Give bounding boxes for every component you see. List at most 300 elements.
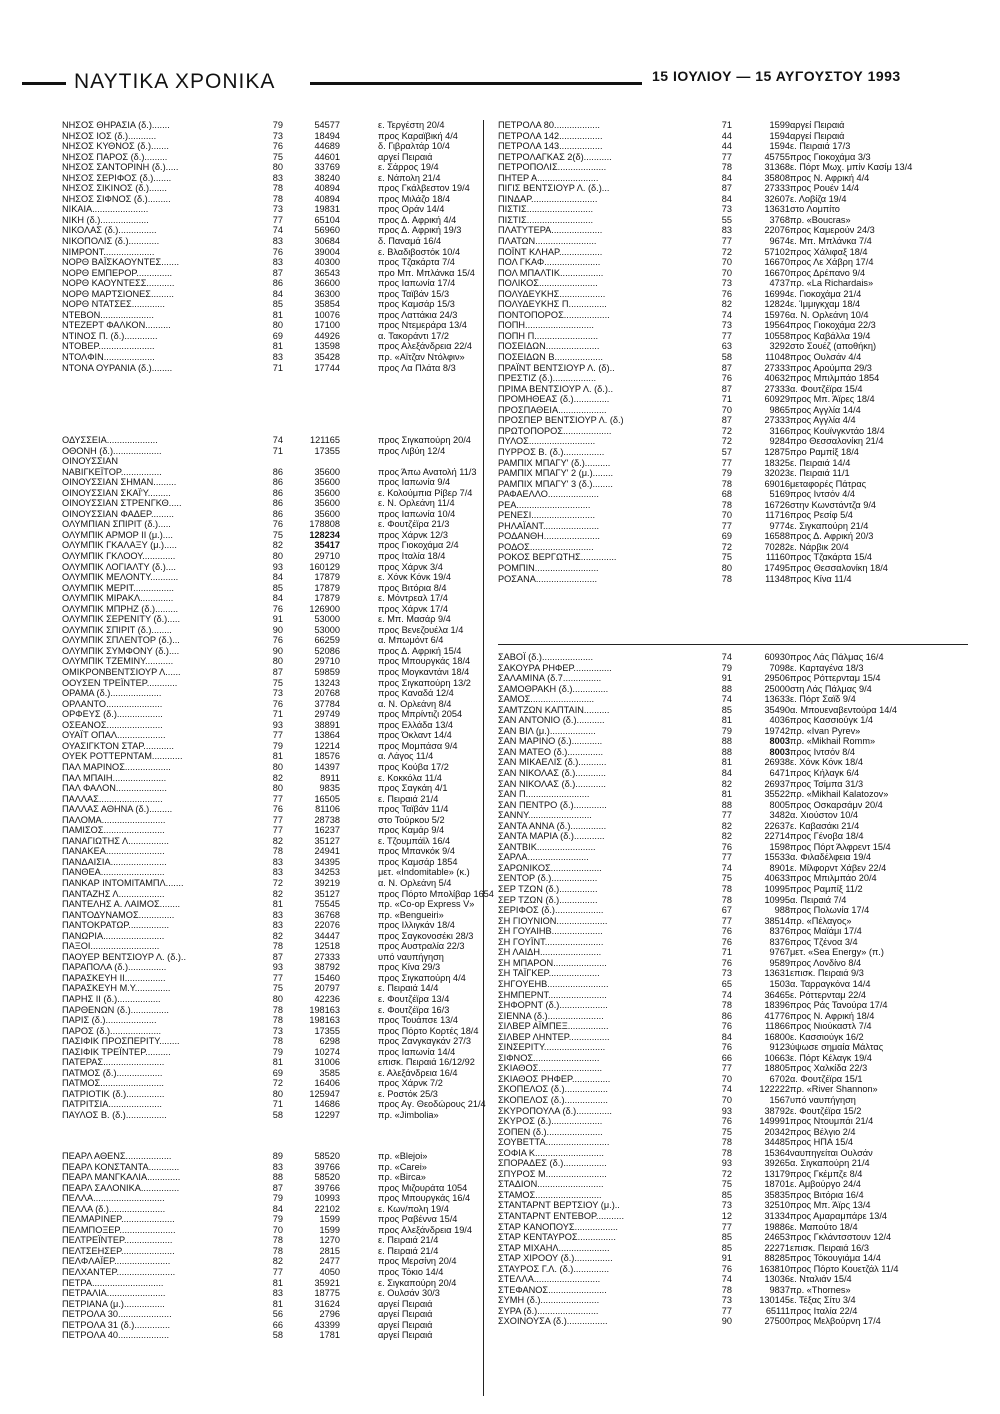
position: πρ. «La Richardais»: [790, 278, 874, 289]
ship-name: ΟΛΥΜΠΙΚ ΣΠΛΕΝΤΟΡ (δ.)...: [62, 635, 180, 646]
tonnage: 2796: [319, 1309, 340, 1320]
ship-name: ΠΕΛΧΑΝΤΕΡ.......................: [62, 1267, 176, 1278]
tonnage: 11866: [765, 1021, 790, 1032]
build-year: 74: [721, 1274, 732, 1285]
list-item: [498, 968, 978, 979]
list-item: [62, 488, 472, 499]
list-item: [62, 320, 472, 331]
ship-name: ΡΟΣΑΝΑ........................: [498, 573, 598, 584]
position: ε. Κοκκόλα 11/4: [378, 772, 442, 783]
tonnage: 20768: [314, 688, 340, 699]
build-year: 91: [721, 673, 732, 684]
list-item: [62, 625, 472, 636]
position: αργεί Πειραιά: [378, 151, 433, 162]
position: προς Μπουργκάς 16/4: [378, 1193, 471, 1204]
build-year: 71: [272, 1099, 283, 1110]
ship-name: ΠΑΛ ΜΠΑΙΗ.....................: [62, 772, 167, 783]
tonnage: 18494: [314, 130, 340, 141]
tonnage: 17100: [314, 320, 340, 331]
header-rule-left: [22, 82, 66, 85]
ship-name: ΣΗ ΛΑΙΔΗ........................: [498, 947, 602, 958]
tonnage: 56960: [314, 225, 340, 236]
tonnage: 29506: [764, 673, 790, 684]
list-item: [62, 267, 475, 279]
list-item: [498, 510, 978, 521]
tonnage: 22076: [314, 920, 340, 931]
tonnage: 40894: [314, 193, 340, 204]
build-year: 66: [721, 1052, 732, 1063]
list-item: [62, 1330, 472, 1341]
ship-name: ΠΕΤΡΑΛΙΑ.......................: [62, 1288, 166, 1299]
position: ε. Ν. Ορλεάνη 11/4: [378, 498, 455, 509]
position: προς Βενεζουέλα 1/4: [378, 624, 464, 635]
list-item: [498, 415, 978, 426]
build-year: 93: [272, 962, 283, 973]
build-year: 89: [272, 1151, 283, 1161]
list-item: [498, 162, 978, 173]
list-item: [498, 1316, 978, 1327]
build-year: 78: [272, 941, 283, 952]
ship-name: ΣΤΑΡ ΚΑΝΟΠΟΥΣ.................: [498, 1221, 618, 1232]
list-item: [498, 768, 978, 779]
position: ε. Ροστόκ 25/3: [378, 1088, 438, 1099]
position: ε. Μπ. Μπλάνκα 7/4: [790, 236, 872, 247]
ship-name: ΠΙΓΙΣ ΒΕΝΤΣΙΟΥΡ Λ. (δ.)...: [498, 183, 610, 194]
tonnage: 39766: [314, 1182, 340, 1193]
build-year: 57: [721, 446, 732, 457]
list-item: [62, 363, 472, 374]
build-year: 84: [272, 593, 283, 604]
build-year: 77: [721, 330, 732, 341]
build-year: 77: [721, 1221, 732, 1232]
tonnage: 10663: [764, 1052, 790, 1063]
tonnage: 35854: [314, 299, 340, 310]
build-year: 74: [272, 225, 283, 236]
position: προς Δ. Αφρική 19/3: [378, 225, 462, 236]
tonnage: 10274: [314, 1046, 340, 1057]
ship-name: ΡΟΔΑΝΘΗ......................: [498, 531, 600, 542]
position: ε. Ρόττερνταμ 22/4: [790, 989, 867, 1000]
tonnage: 39004: [314, 246, 340, 257]
list-item: [62, 551, 472, 562]
position: προς Σιγκαπούρη 20/4: [378, 435, 471, 445]
position: προς Τσίμπα 31/3: [790, 778, 864, 789]
build-year: 71: [272, 445, 283, 456]
ship-name: ΠΟΝΤΟΠΟΡΟΣ..................: [498, 309, 610, 320]
ship-name: ΠΡΙΜΑ ΒΕΝΤΣΙΟΥΡ Λ. (δ.)..: [498, 383, 613, 394]
list-item: [62, 152, 472, 163]
list-item: [62, 509, 472, 520]
ship-name: ΠΡΩΤΟΠΟΡΟΣ...................: [498, 425, 612, 436]
ship-name: ΠΕΑΡΛ ΚΟΝΣΤΑΝΤΑ............: [62, 1161, 180, 1172]
build-year: 76: [721, 957, 732, 968]
build-year: 87: [721, 362, 732, 373]
ship-name: ΟΛΥΜΠΙΚ ΛΟΓΙΑΛΤΥ (δ.)....: [62, 561, 176, 572]
position: α. Ν. Ορλεάνη 8/4: [378, 698, 452, 709]
list-item: [62, 162, 472, 173]
ship-name: ΣΙΦΝΟΣ..........................: [498, 1052, 600, 1063]
tonnage: 40633: [764, 873, 790, 884]
tonnage: 54577: [314, 120, 340, 130]
build-year: 86: [272, 466, 283, 477]
list-section: [62, 435, 494, 1121]
ship-name: ΣΟΥΒΕΤΤΑ.........................: [498, 1137, 610, 1148]
position: προ Μπ. Μπλάνκα 15/4: [378, 267, 475, 278]
tonnage: 16726: [764, 499, 790, 510]
ship-name: ΣΤΑΡ ΧΙΡΟΟΥ (δ.)...............: [498, 1253, 613, 1264]
tonnage: 35127: [314, 888, 340, 899]
list-item: [62, 699, 472, 710]
list-item: [62, 278, 472, 289]
position: ε. Κων/πολη 19/4: [378, 1203, 449, 1214]
tonnage: 27333: [764, 362, 790, 373]
build-year: 71: [721, 120, 732, 130]
build-year: 78: [721, 162, 732, 173]
tonnage: 31334: [764, 1210, 790, 1221]
list-item: [498, 1106, 978, 1117]
build-year: 87: [272, 267, 283, 278]
tonnage: 35428: [314, 352, 340, 363]
ship-name: ΠΥΛΟΣ..........................: [498, 436, 596, 447]
ship-name: ΣΟΦΙΑ Κ...........................: [498, 1147, 604, 1158]
build-year: 81: [721, 715, 732, 726]
ship-name: ΝΙΚΑΙΑ......................: [62, 204, 149, 215]
ship-name: ΡΕΝΕΣΙ.........................: [498, 510, 596, 521]
build-year: 73: [721, 278, 732, 289]
position: α. Φουτζέϊρα 15/1: [790, 1073, 863, 1084]
position: πρ. «Ivan Pyrev»: [790, 725, 861, 736]
tonnage: 66259: [314, 635, 340, 646]
tonnage: 10558: [764, 330, 790, 341]
ship-name: ΣΚΙΑΘΟΣ.........................: [498, 1063, 603, 1074]
ship-name: ΠΑΡΑΣΚΕΥΗ ΙΙ................: [62, 972, 166, 983]
build-year: 75: [721, 1126, 732, 1137]
build-year: 82: [272, 930, 283, 941]
ship-name: ΠΑΡΗΣ ΙΙ (δ.).................: [62, 993, 161, 1004]
ship-name: ΣΙΝΣΕΡΙΤΥ........................: [498, 1042, 606, 1053]
list-section: [498, 652, 978, 1327]
list-item: [498, 1011, 978, 1022]
position: ε. Σιγκαπούρη 20/4: [378, 1277, 457, 1288]
position: ε. Φουτζέϊρα 16/3: [378, 1004, 450, 1015]
position: ε. Σάρρος 19/4: [378, 162, 439, 173]
list-item: [498, 141, 978, 152]
position: προς Αγ. Θεοδώρους 21/4: [378, 1099, 486, 1110]
build-year: 87: [721, 383, 732, 394]
tonnage: 30684: [314, 236, 340, 247]
position: προς Ιαπωνία 9/4: [378, 477, 451, 488]
position: προς Γιοκοχάμα 2/4: [378, 540, 459, 551]
list-item: [62, 941, 472, 952]
build-year: 75: [272, 529, 283, 540]
build-year: 72: [721, 1168, 732, 1179]
build-year: 76: [721, 288, 732, 299]
ship-name: ΣΙΕΝΝΑ (δ.)......................: [498, 1010, 604, 1021]
list-item: [62, 1057, 475, 1068]
list-item: [62, 910, 472, 921]
list-item: [498, 405, 978, 416]
build-year: 86: [721, 1010, 732, 1021]
build-year: 69: [272, 1067, 283, 1078]
list-item: [62, 519, 472, 530]
list-item: [498, 1264, 978, 1275]
ship-name: ΟΙΝΟΥΣΣΙΑΝ: [62, 456, 118, 467]
build-year: 80: [272, 761, 283, 772]
tonnage: 29749: [314, 709, 340, 720]
position: α. Λάγος 11/4: [378, 751, 434, 762]
tonnage: 16406: [314, 1078, 340, 1089]
ship-name: ΠΑΣΙΦΙΚ ΤΡΕΪΝΤΕΡ..........: [62, 1046, 171, 1057]
ship-name: ΣΙΛΒΕΡ ΑΪΜΠΕΞ................: [498, 1021, 609, 1032]
build-year: 80: [272, 1088, 283, 1099]
tonnage: 35835: [764, 1189, 790, 1200]
list-item: [62, 1246, 472, 1257]
build-year: 74: [272, 435, 283, 445]
tonnage: 16800: [764, 1031, 790, 1042]
ship-name: ΣΤΑΝΤΑΡΝΤ ΕΝΤΕΒΟΡ...........: [498, 1210, 624, 1221]
tonnage: 65111: [765, 1305, 790, 1316]
list-item: [498, 821, 978, 832]
position: ε. Καβασάκι 21/4: [790, 820, 860, 831]
position: επισκ. Πειραιά 16/12/92: [378, 1057, 475, 1068]
ship-name: ΣΠΥΡΟΣ Μ........................: [498, 1168, 607, 1179]
list-item: [498, 373, 978, 384]
position: προς Χάρνκ 17/4: [378, 603, 448, 614]
position: πρ. «Boucras»: [790, 214, 851, 225]
ship-name: ΠΡΟΣΠΕΡ ΒΕΝΤΣΙΟΥΡ Λ. (δ.): [498, 415, 624, 426]
tonnage: 1598: [769, 841, 790, 852]
ship-name: ΠΟΛ ΓΚΑΦ......................: [498, 257, 601, 268]
build-year: 71: [272, 709, 283, 720]
position: ε. Φουτζέϊρα 21/3: [378, 519, 450, 530]
ship-name: ΣΗΓΟΥΕΗΒ........................: [498, 978, 609, 989]
tonnage: 13631: [764, 968, 790, 979]
list-item: [62, 1214, 472, 1225]
position: προς Ιταλία 18/4: [378, 551, 446, 562]
tonnage: 126900: [309, 603, 340, 614]
list-item: [498, 1021, 978, 1032]
list-item: [62, 341, 472, 352]
build-year: 76: [721, 1116, 732, 1127]
tonnage: 60930: [764, 652, 790, 662]
ship-name: ΝΤΟΛΦΙΝ....................: [62, 352, 155, 363]
position: προς Δρέπανο 9/4: [790, 267, 866, 278]
tonnage: 163810: [759, 1263, 790, 1274]
list-item: [498, 652, 978, 663]
build-year: 76: [721, 373, 732, 384]
ship-name: ΠΟΣΕΙΔΩΝ.....................: [498, 341, 600, 352]
list-item: [62, 1162, 472, 1173]
position: ε. Νάρβικ 20/4: [790, 541, 849, 552]
build-year: 70: [721, 404, 732, 415]
tonnage: 1599: [769, 120, 790, 130]
build-year: 88: [721, 799, 732, 810]
build-year: 72: [721, 425, 732, 436]
position: ε. Αμβούργο 24/4: [790, 1179, 861, 1190]
build-year: 85: [721, 704, 732, 715]
tonnage: 38891: [314, 719, 340, 730]
build-year: 76: [272, 246, 283, 257]
build-year: 70: [721, 1073, 732, 1084]
list-item: [62, 183, 472, 194]
build-year: 88: [721, 736, 732, 747]
list-item: [498, 810, 978, 821]
ship-name: ΟΥΑΣΙΓΚΤΟΝ ΣΤΑΡ............: [62, 740, 174, 751]
build-year: 80: [272, 162, 283, 173]
position: ε. Νταλιάν 15/4: [790, 1274, 852, 1285]
build-year: 74: [721, 862, 732, 873]
ship-name: ΣΑΝ ΝΙΚΟΛΑΣ (δ.)............: [498, 768, 606, 779]
ship-name: ΝΟΡΘ ΚΑΟΥΝΤΕΣΣ...........: [62, 278, 175, 289]
ship-name: ΣΑΛΑΜΙΝΑ (δ.7...............: [498, 673, 602, 684]
build-year: 77: [272, 730, 283, 741]
ship-name: ΡΑΜΠΙΧ ΜΠΑΓΥ' (δ.)..........: [498, 457, 611, 468]
build-year: 84: [721, 1031, 732, 1042]
build-year: 77: [272, 793, 283, 804]
list-item: [498, 204, 978, 215]
tonnage: 19886: [764, 1221, 790, 1232]
build-year: 73: [721, 204, 732, 215]
ship-name: ΟΔΥΣΣΕΙΑ....................: [62, 435, 158, 445]
list-item: [62, 1267, 472, 1278]
build-year: 65: [721, 978, 732, 989]
position: προς Ταϊβάν 15/3: [378, 288, 450, 299]
position: δ. Παναμά 16/4: [378, 236, 442, 247]
tonnage: 1270: [319, 1235, 340, 1246]
build-year: 85: [272, 582, 283, 593]
tonnage: 29710: [314, 551, 340, 562]
ship-name: ΟΛΥΜΠΙΚ ΓΚΛΟΟΥ.............: [62, 551, 176, 562]
ship-name: ΣΗ ΓΟΥΪΝΤ.......................: [498, 936, 604, 947]
build-year: 80: [272, 656, 283, 667]
position: ε. Καρταγένα 18/3: [790, 662, 864, 673]
position: ε. Κασσιούγκ 16/2: [790, 1031, 864, 1042]
ship-name: ΟΣΕΑΝΟΣ......................: [62, 719, 163, 730]
position: προς Βιτόρια 8/4: [378, 582, 447, 593]
build-year: 90: [721, 1316, 732, 1327]
list-item: [498, 320, 978, 331]
list-item: [62, 1025, 479, 1037]
list-item: [62, 783, 472, 794]
position: προς Δ. Αφρική 4/4: [378, 214, 457, 225]
build-year: 81: [272, 1298, 283, 1309]
ship-name: ΣΑΝ ΠΕΝΤΡΟ (δ.).............: [498, 799, 607, 810]
build-year: 73: [272, 204, 283, 215]
tonnage: 18701: [764, 1179, 790, 1190]
tonnage: 6471: [769, 768, 790, 779]
tonnage: 35921: [314, 1277, 340, 1288]
tonnage: 39265: [764, 1158, 790, 1169]
list-item: [62, 299, 472, 310]
build-year: 71: [272, 362, 283, 373]
position: ε. Φουτζέϊρα 13/4: [378, 993, 450, 1004]
tonnage: 15364: [764, 1147, 790, 1158]
tonnage: 3292: [769, 341, 790, 352]
build-year: 83: [272, 856, 283, 867]
tonnage: 4050: [319, 1267, 340, 1278]
tonnage: 8003: [769, 736, 790, 747]
ship-name: ΟΛΥΜΠΙΚ ΑΡΜΟΡ ΙΙ (μ.)....: [62, 529, 173, 540]
list-item: [62, 1036, 472, 1047]
tonnage: 20797: [314, 983, 340, 994]
build-year: 72: [721, 246, 732, 257]
tonnage: 34447: [314, 930, 340, 941]
ship-name: ΣΑΝ ΜΑΡΙΝΟ (δ.)............: [498, 736, 603, 747]
ship-name: ΠΛΑΤΥΤΕΡΑ....................: [498, 225, 603, 236]
build-year: 83: [272, 257, 283, 268]
left-column: [62, 120, 494, 1400]
tonnage: 22714: [764, 831, 790, 842]
tonnage: 44601: [314, 151, 340, 162]
list-item: [498, 500, 978, 511]
position: προς Καμάρ 9/4: [378, 825, 445, 836]
ship-name: ΝΟΡΘ ΒΑΪΣΚΑΟΥΝΤΕΣ.......: [62, 257, 180, 268]
position: ε. Μόντρεαλ 17/4: [378, 593, 448, 604]
list-item: [498, 1158, 978, 1169]
build-year: 76: [272, 804, 283, 815]
ship-name: ΟΜΙΚΡΟΝΒΕΝΤΣΙΟΥΡ Λ......: [62, 667, 181, 678]
list-item: [498, 873, 978, 884]
position: προς Νιούκαστλ 7/4: [790, 1021, 872, 1032]
tonnage: 37784: [314, 698, 340, 709]
build-year: 85: [721, 1232, 732, 1243]
tonnage: 125947: [309, 1088, 340, 1099]
list-item: [62, 888, 494, 900]
ship-name: ΝΟΡΘ ΜΑΡΤΣΙΟΝΕΣ.........: [62, 288, 174, 299]
tonnage: 35600: [314, 466, 340, 477]
ship-name: ΝΟΡΘ ΕΜΠΕΡΟΡ..............: [62, 267, 173, 278]
build-year: 81: [721, 789, 732, 800]
position: προς Θεσσαλονίκη 18/4: [790, 562, 888, 573]
ship-name: ΠΕΤΡΙΑΝΑ (μ.)................: [62, 1298, 165, 1309]
tonnage: 40300: [314, 257, 340, 268]
build-year: 73: [721, 320, 732, 331]
ship-name: ΣΚΟΠΕΛΟΣ (δ.).................: [498, 1094, 608, 1105]
build-year: 76: [721, 936, 732, 947]
tonnage: 10076: [314, 309, 340, 320]
list-item: [62, 1078, 472, 1089]
list-item: [498, 1274, 978, 1285]
build-year: 78: [272, 1036, 283, 1047]
tonnage: 40632: [764, 373, 790, 384]
ship-name: ΟΛΥΜΠΙΚ ΜΙΡΑΚΛ.............: [62, 593, 174, 604]
list-item: [62, 1172, 472, 1183]
list-item: [498, 1306, 978, 1317]
position: προς Σαγκονοσέκι 28/3: [378, 930, 474, 941]
tonnage: 6702: [769, 1073, 790, 1084]
tonnage: 9774: [769, 520, 790, 531]
build-year: 78: [721, 1137, 732, 1148]
ship-name: ΣΑΡΛΑ........................: [498, 852, 589, 863]
list-item: [498, 990, 978, 1001]
tonnage: 75545: [314, 899, 340, 910]
position: α. Τακοράντι 17/2: [378, 330, 449, 341]
ship-name: ΠΑΛΛΑΣ ΑΘΗΝΑ (δ.).........: [62, 804, 173, 815]
build-year: 77: [272, 214, 283, 225]
position: ε. Τζουμπάϊλ 16/4: [378, 835, 451, 846]
build-year: 82: [272, 772, 283, 783]
list-item: [498, 394, 978, 405]
ship-name: ΠΛΑΤΩΝ........................: [498, 236, 597, 247]
list-item: [62, 530, 472, 541]
build-year: 84: [721, 172, 732, 183]
ship-name: ΝΗΣΟΣ ΣΑΝΤΟΡΙΝΗ (δ.).....: [62, 162, 179, 173]
tonnage: 8911: [320, 772, 340, 783]
tonnage: 17879: [314, 593, 340, 604]
list-item: [62, 815, 472, 826]
build-year: 78: [721, 1147, 732, 1158]
list-item: [498, 236, 978, 247]
